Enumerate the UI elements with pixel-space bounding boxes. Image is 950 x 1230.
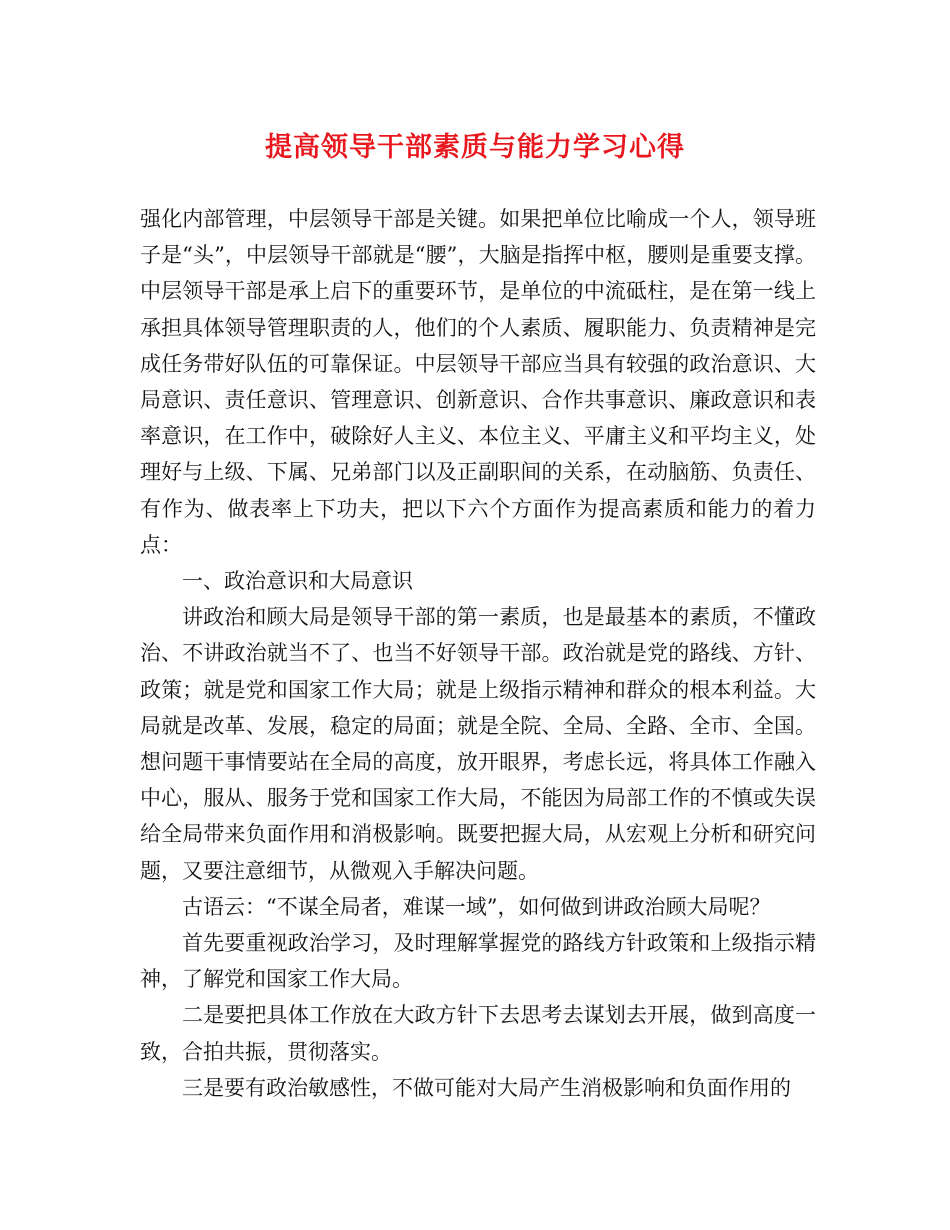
paragraph-point-2: 二是要把具体工作放在大政方针下去思考去谋划去开展，做到高度一致，合拍共振，贯彻落实。 <box>140 1003 816 1064</box>
paragraph-point-3: 三是要有政治敏感性，不做可能对大局产生消极影响和负面作用的 <box>182 1075 791 1100</box>
document-body <box>140 201 816 1106</box>
paragraph-politics: 讲政治和顾大局是领导干部的第一素质，也是最基本的素质，不懂政治、不讲政治就当不了、也当不好领导干部。政治就是党的路线、方针、政策；就是党和国家工作大局；就是上级指示精神和群众的根本利益。大局就是改革、发展，稳定的局面；就是全院、全局、全路、全市、全国。想问题干事情要站在全局的高度，放开眼界，考虑长远，将具体工作融入中心，服从、服务于党和国家工作大局，不能因为局部工作的不慎或失误给全局带来负面作用和消极影响。既要把握大局，从宏观上分析和研究问题，又要注意细节，从微观入手解决问题。 <box>140 605 816 883</box>
paragraph-proverb: 古语云：“不谋全局者，难谋一域”，如何做到讲政治顾大局呢？ <box>182 894 771 919</box>
section-heading-1: 一、政治意识和大局意识 <box>182 569 413 594</box>
paragraph-intro: 强化内部管理，中层领导干部是关键。如果把单位比喻成一个人，领导班子是“头”，中层领导干部就是“腰”，大脑是指挥中枢，腰则是重要支撑。中层领导干部是承上启下的重要环节，是单位的中流砥柱，是在第一线上承担具体领导管理职责的人，他们的个人素质、履职能力、负责精神是完成任务带好队伍的可靠保证。中层领导干部应当具有较强的政治意识、大局意识、责任意识、管理意识、创新意识、合作共事意识、廉政意识和表率意识，在工作中，破除好人主义、本位主义、平庸主义和平均主义，处理好与上级、下属、兄弟部门以及正副职间的关系，在动脑筋、负责任、有作为、做表率上下功夫，把以下六个方面作为提高素质和能力的着力点： <box>140 207 816 557</box>
document-title: 提高领导干部素质与能力学习心得 <box>265 132 685 163</box>
paragraph-point-1: 首先要重视政治学习，及时理解掌握党的路线方针政策和上级指示精神，了解党和国家工作大局。 <box>140 931 816 992</box>
